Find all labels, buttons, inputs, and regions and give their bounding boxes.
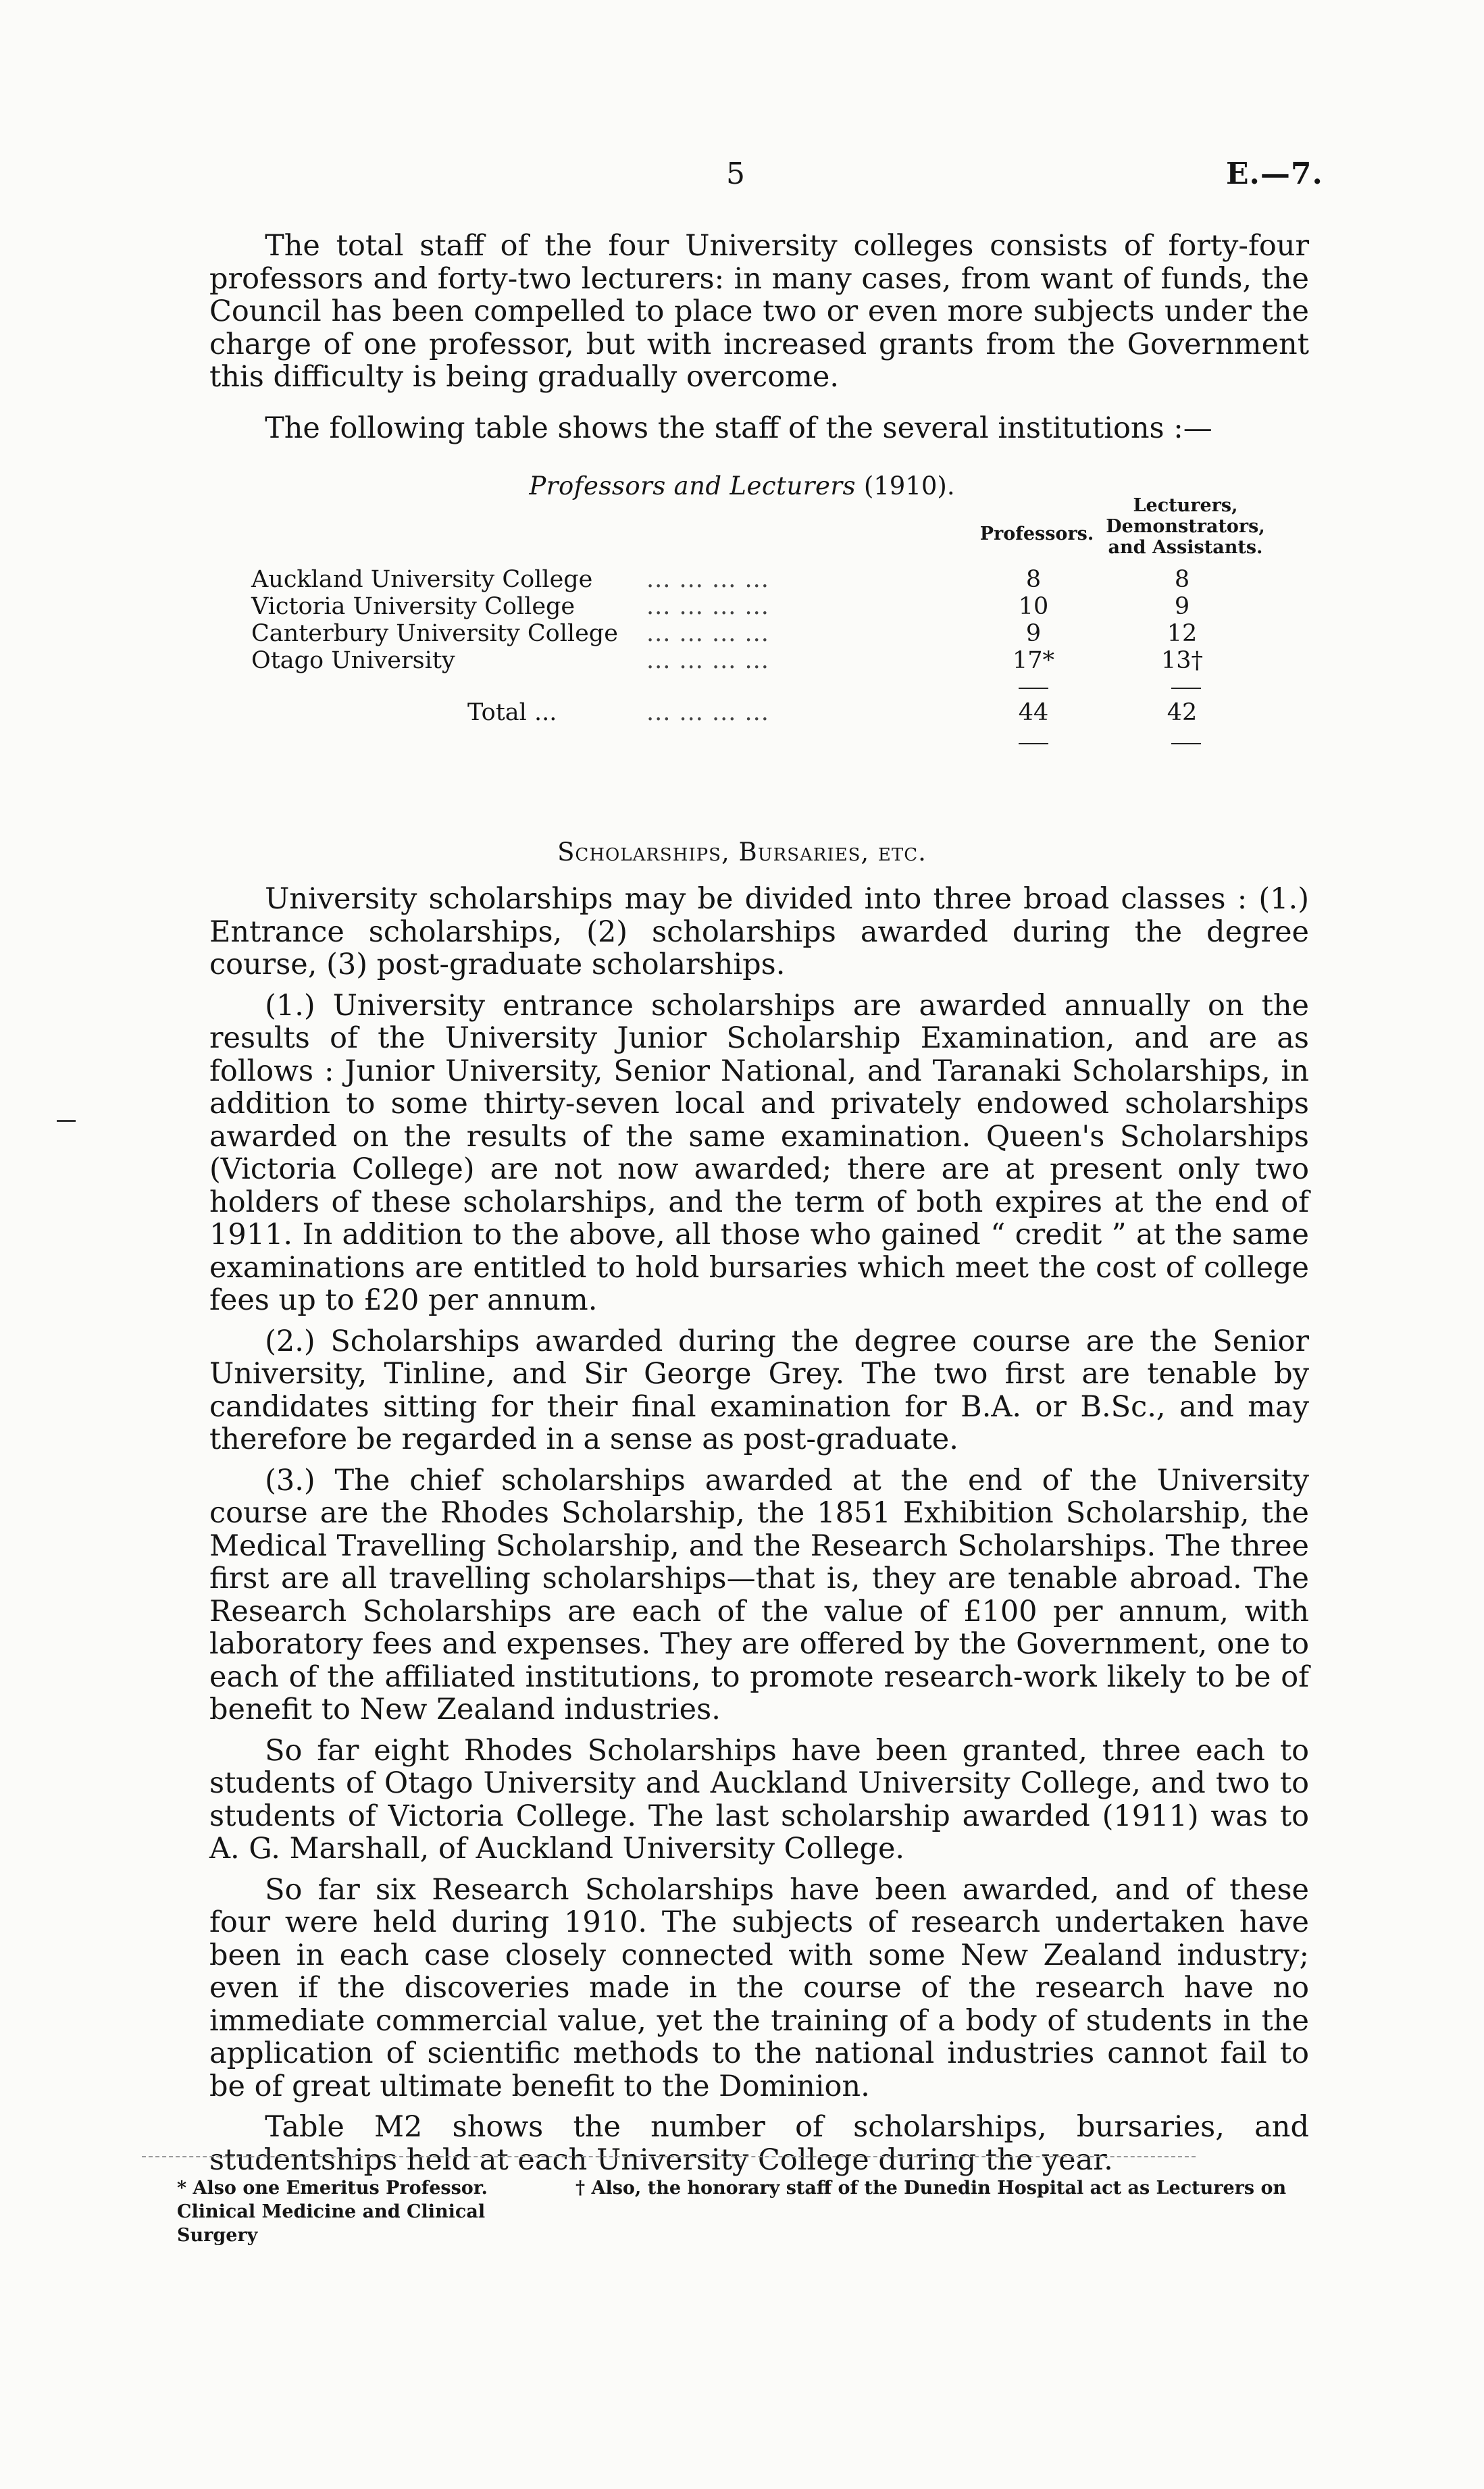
caption-professors: Professors	[529, 471, 666, 501]
lecturers-count: 8	[1174, 566, 1190, 593]
table-row	[251, 593, 1332, 623]
column-header-professors: Professors.	[979, 523, 1094, 544]
professors-count: 8	[1025, 566, 1042, 593]
document-reference: E.—7.	[1226, 157, 1323, 191]
footnote-separator	[142, 2156, 1196, 2157]
caption-year: (1910).	[863, 471, 955, 501]
staff-paragraph: The total staff of the four University colleges consists of forty-four professors and forty-two lecturers: in many cases, from want of funds, the Council has been compelled to place two or even more subjects under the charge of one professor, but with increased grants from the Government this difficulty is being gradually overcome.	[209, 229, 1309, 394]
table-row	[251, 647, 1332, 677]
professors-count: 10	[1018, 593, 1049, 620]
table-row	[251, 566, 1332, 596]
paragraph-rhodes: So far eight Rhodes Scholarships have been granted, three each to students of Otago University and Auckland University College, and two to students of Victoria College. The last scholarship awarded (1911) was to A. G. Marshall, of Auckland University College.	[209, 1733, 1309, 1866]
paragraph-classes: University scholarships may be divided into three broad classes : (1.) Entrance scholarships, (2) scholarships awarded during the degree course, (3) post-graduate scholarships.	[209, 882, 1309, 981]
paragraph-post-graduate: (3.) The chief scholarships awarded at the end of the University course are the Rhodes Scholarship, the 1851 Exhibition Scholarship, the Medical Travelling Scholarship, and the Research Scholarships. The three first are all travelling scholarships—that is, they are tenable abroad. The Research Scholarships are each of the value of £100 per annum, with laboratory fees and expenses. They are offered by the Government, one to each of the affiliated institutions, to promote research-work likely to be of benefit to New Zealand industries.	[209, 1463, 1309, 1726]
intro-text	[209, 230, 1309, 394]
scholarships-section	[209, 883, 1309, 2184]
institution-name: Auckland University College	[251, 566, 593, 593]
professors-count: 17*	[1012, 647, 1055, 674]
total-lecturers: 42	[1167, 699, 1198, 726]
institution-name: Canterbury University College	[251, 620, 618, 647]
table-row	[251, 620, 1332, 650]
leader-dots: ... ... ... ...	[646, 593, 769, 620]
leader-dots: ... ... ... ...	[646, 620, 769, 647]
paragraph-degree-course: (2.) Scholarships awarded during the degree course are the Senior University, Tinline, and Sir George Grey. The two first are tenable by candidates sitting for their final examination for B.A. or B.Sc., and may therefore be regarded in a sense as post-graduate.	[209, 1324, 1309, 1456]
leader-dots: ... ... ... ...	[646, 647, 769, 674]
lecturers-count: 9	[1174, 593, 1190, 620]
caption-lecturers: Lecturers	[730, 471, 856, 501]
leader-dots: ... ... ... ...	[646, 699, 769, 726]
total-rule-bottom-lecturers	[1171, 743, 1201, 744]
margin-mark	[57, 1120, 76, 1122]
footnote-dagger: † Also, the honorary staff of the Dunedin Hospital act as Lecturers on	[575, 2178, 1287, 2199]
institution-name: Otago University	[251, 647, 455, 674]
total-rule-bottom-professors	[1019, 743, 1048, 744]
total-professors: 44	[1018, 699, 1049, 726]
paragraph-entrance: (1.) University entrance scholarships are awarded annually on the results of the University Junior Scholarship Examination, and are as follows : Junior University, Senior National, and Taranaki Scholarships, in addition to some thirty-seven local and privately endowed scholarships awarded on the results of the same examination. Queen's Scholarships (Victoria College) are not now awarded; there are at present only two holders of these scholarships, and the term of both expires at the end of 1911. In addition to the above, all those who gained “ credit ” at the same examinations are entitled to hold bursaries which meet the cost of college fees up to £20 per annum.	[209, 988, 1309, 1317]
page-number: 5	[726, 157, 745, 191]
table-intro-paragraph: The following table shows the staff of the several institutions :—	[265, 411, 1212, 445]
lecturers-count: 12	[1167, 620, 1198, 647]
professors-count: 9	[1025, 620, 1042, 647]
total-label: Total ...	[467, 699, 557, 726]
paragraph-research: So far six Research Scholarships have been awarded, and of these four were held during 1910. The subjects of research undertaken have been in each case closely connected with some New Zealand industry; even if the discoveries made in the course of the research have no immediate commercial value, yet the training of a body of students in the application of scientific methods to the national industries cannot fail to be of great ultimate benefit to the Dominion.	[209, 1872, 1309, 2103]
paragraph-table-m2: Table M2 shows the number of scholarships, bursaries, and studentships held at each University College during the year.	[209, 2110, 1309, 2177]
section-heading: Scholarships, Bursaries, etc.	[557, 838, 927, 867]
leader-dots: ... ... ... ...	[646, 566, 769, 593]
lecturers-count: 13†	[1160, 647, 1204, 674]
table-total-row	[251, 699, 1332, 729]
column-header-lecturers: Lecturers, Demonstrators, and Assistants.	[1106, 495, 1265, 558]
footnote-asterisk: * Also one Emeritus Professor. Clinical Medicine and Clinical Surgery	[177, 2178, 488, 2246]
caption-and: and	[673, 471, 722, 501]
page-header	[0, 157, 1484, 204]
table-intro-text	[209, 412, 1309, 445]
total-rule-top-lecturers	[1171, 688, 1201, 689]
institution-name: Victoria University College	[251, 593, 575, 620]
total-rule-top-professors	[1019, 688, 1048, 689]
